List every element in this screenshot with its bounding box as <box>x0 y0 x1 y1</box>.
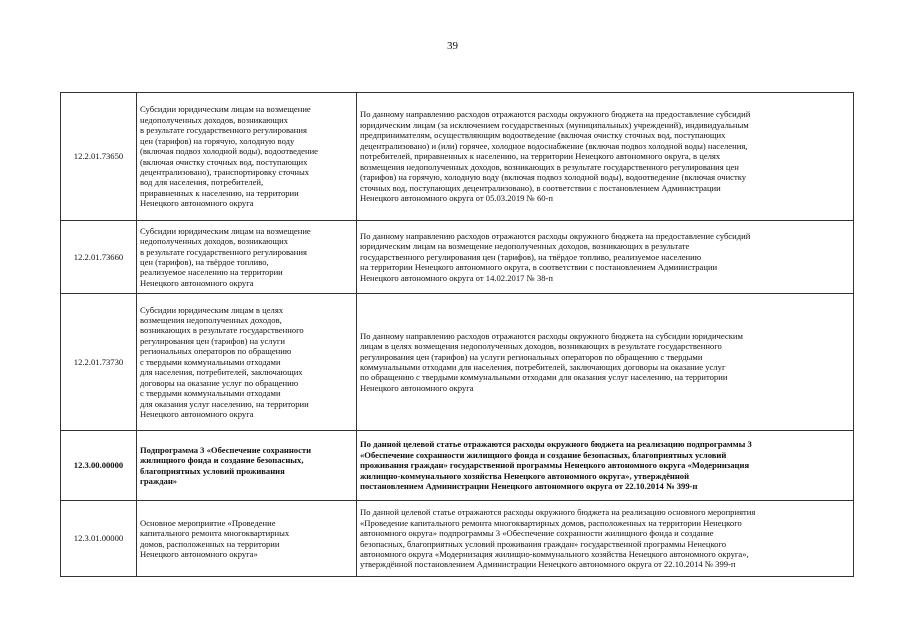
expense-name-line: в результате государственного регулирования <box>140 246 307 257</box>
expense-name-line: Основное мероприятие «Проведение <box>140 517 276 528</box>
table-row <box>61 294 854 431</box>
expense-description-line: по обращению с твердыми коммунальными отходами для оказания услуг населению, на территории <box>360 372 728 383</box>
target-article-code: 12.2.01.73650 <box>61 93 137 221</box>
expense-name-line: возникающих в результате государственного <box>140 325 304 336</box>
expense-name-line: приравненных к населению, на территории <box>140 187 299 198</box>
expense-description-cell <box>357 221 854 294</box>
expense-description-line: автономного округа «Модернизация жилищно-коммунального хозяйства Ненецкого автономного округа», <box>360 548 749 559</box>
expense-name-cell <box>137 93 357 221</box>
expense-name-line: Субсидии юридическим лицам на возмещение <box>140 104 311 115</box>
expense-description-line: юридическим лицам (за исключением государственных (муниципальных) учреждений), индивидуальным <box>360 119 749 130</box>
expense-description-line: По данной целевой статье отражаются расходы окружного бюджета на реализацию основного мероприятия <box>360 507 756 518</box>
expense-name-line: недополученных доходов, возникающих <box>140 236 289 247</box>
expense-name-line: в результате государственного регулирования <box>140 125 307 136</box>
expense-name-line: Подпрограмма 3 «Обеспечение сохранности <box>140 444 312 455</box>
expense-name-line: для населения, потребителей, заключающих <box>140 367 303 378</box>
expense-description-cell <box>357 431 854 501</box>
target-article-code: 12.2.01.73660 <box>61 221 137 294</box>
expense-description-line: По данному направлению расходов отражаются расходы окружного бюджета на субсидии юридическим <box>360 330 743 341</box>
expense-name-line: домов, расположенных на территории <box>140 538 280 549</box>
expense-name-line: возмещения недополученных доходов, <box>140 314 282 325</box>
table-body <box>61 93 854 577</box>
expense-description-cell <box>357 93 854 221</box>
expense-name-line: с твердыми коммунальными отходами <box>140 388 281 399</box>
expense-name-line: благоприятных условий проживания <box>140 465 285 476</box>
expense-description-line: юридическим лицам на возмещение недополученных доходов, возникающих в результате <box>360 241 690 252</box>
expense-description-line: предпринимателям, осуществляющим водоотведение (включая очистку сточных вод, поступающих <box>360 130 726 141</box>
expense-name-cell <box>137 294 357 431</box>
expense-description-line: на территории Ненецкого автономного округа, в соответствии с постановлением Администрации <box>360 262 718 273</box>
expense-name-line: с твердыми коммунальными отходами <box>140 356 281 367</box>
expense-name-line: граждан» <box>140 475 178 486</box>
expense-name-line: вод для населения, потребителей, <box>140 177 264 188</box>
expense-description-line: коммунальными отходами для населения, потребителей, заключающих договоры на оказание услуг <box>360 362 726 372</box>
expense-description-line: По данному направлению расходов отражаются расходы окружного бюджета на предоставление субсидий <box>360 230 751 241</box>
expense-name-line: для оказания услуг населению, на территории <box>140 398 309 409</box>
expense-description-line: лицам в целях возмещения недополученных доходов, возникающих в результате государственного <box>360 341 722 352</box>
expense-description-line: (тарифов) на горячую, холодную воду (включая подвоз холодной воды), водоотведение (включая очистку <box>360 172 747 183</box>
expense-description-line: Ненецкого автономного округа <box>360 382 474 393</box>
expense-description-line: автономного округа» подпрограммы 3 «Обеспечение сохранности жилищного фонда и создание <box>360 528 714 539</box>
expense-name-line: децентрализовано), транспортировку сточных <box>140 166 310 177</box>
expense-name-line: Субсидии юридическим лицам в целях <box>140 304 284 315</box>
budget-classification-table <box>60 92 854 577</box>
expense-description-line: децентрализовано) и (или) горячее, холодное водоснабжение (включая подвоз холодной воды) населения, <box>360 140 748 151</box>
expense-name-cell <box>137 221 357 294</box>
expense-description-line: постановлением Администрации Ненецкого автономного округа от 22.10.2014 № 399-п <box>360 481 698 492</box>
target-article-code: 12.3.00.00000 <box>61 431 137 501</box>
expense-description-line: Ненецкого автономного округа от 05.03.2019 № 60-п <box>360 193 553 204</box>
expense-description-cell <box>357 294 854 431</box>
expense-name-line: договоры на оказание услуг по обращению <box>140 377 299 388</box>
target-article-code: 12.3.01.00000 <box>61 501 137 577</box>
expense-description-line: потребителей, приравненных к населению, на территории Ненецкого автономного округа, в целях <box>360 151 721 162</box>
expense-description-line: «Проведение капитального ремонта многоквартирных домов, расположенных на территории Ненецкого <box>360 517 742 528</box>
expense-name-line: Ненецкого автономного округа <box>140 198 254 209</box>
expense-name-line: капитального ремонта многоквартирных <box>140 528 290 539</box>
expense-name-line: жилищного фонда и создание безопасных, <box>140 455 304 466</box>
page-number: 39 <box>447 40 458 52</box>
expense-description-line: жилищно-коммунального хозяйства Ненецкого автономного округа», утверждённой <box>360 470 690 481</box>
table-row <box>61 501 854 577</box>
expense-name-line: Ненецкого автономного округа <box>140 409 254 420</box>
expense-name-cell <box>137 431 357 501</box>
expense-name-line: (включая очистку сточных вод, поступающих <box>140 156 308 167</box>
expense-description-line: проживания граждан» государственной программы Ненецкого автономного округа «Модернизация <box>360 460 750 471</box>
expense-name-line: регулирования цен (тарифов) на услуги <box>140 335 286 346</box>
expense-description-line: безопасных, благоприятных условий проживания граждан» государственной программы Ненецкого <box>360 538 727 549</box>
expense-name-line: реализуемое населению на территории <box>140 267 283 278</box>
expense-description-line: По данному направлению расходов отражаются расходы окружного бюджета на предоставление субсидий <box>360 109 751 120</box>
expense-description-line: Ненецкого автономного округа от 14.02.2017 № 38-п <box>360 272 553 283</box>
expense-description-cell <box>357 501 854 577</box>
expense-description-line: «Обеспечение сохранности жилищного фонда и создание безопасных, благоприятных условий <box>360 449 727 460</box>
table-row <box>61 431 854 501</box>
expense-description-line: возмещения недополученных доходов, возникающих в результате государственного регулирования цен <box>360 161 739 172</box>
target-article-code: 12.2.01.73730 <box>61 294 137 431</box>
expense-name-line: Ненецкого автономного округа <box>140 277 254 288</box>
expense-name-line: недополученных доходов, возникающих <box>140 114 289 125</box>
expense-description-line: По данной целевой статье отражаются расходы окружного бюджета на реализацию подпрограммы 3 <box>360 439 752 450</box>
expense-name-line: региональных операторов по обращению <box>140 346 292 357</box>
expense-description-line: сточных вод, поступающих децентрализовано), в соответствии с постановлением Администрации <box>360 182 721 193</box>
expense-description-line: регулирования цен (тарифов) на услуги региональных операторов по обращению с твердыми <box>360 351 703 362</box>
expense-name-line: (включая подвоз холодной воды), водоотведение <box>140 146 318 157</box>
expense-name-line: цен (тарифов) на горячую, холодную воду <box>140 135 295 146</box>
expense-name-line: Ненецкого автономного округа» <box>140 548 258 559</box>
table-row <box>61 221 854 294</box>
table-row <box>61 93 854 221</box>
expense-description-line: государственного регулирования цен (тарифов), на твёрдое топливо, реализуемое населению <box>360 251 702 262</box>
expense-name-cell <box>137 501 357 577</box>
expense-description-line: утверждённой постановлением Администрации Ненецкого автономного округа от 22.10.2014 № 399-п <box>360 559 736 570</box>
expense-name-line: цен (тарифов), на твёрдое топливо, <box>140 257 269 267</box>
expense-name-line: Субсидии юридическим лицам на возмещение <box>140 225 311 236</box>
